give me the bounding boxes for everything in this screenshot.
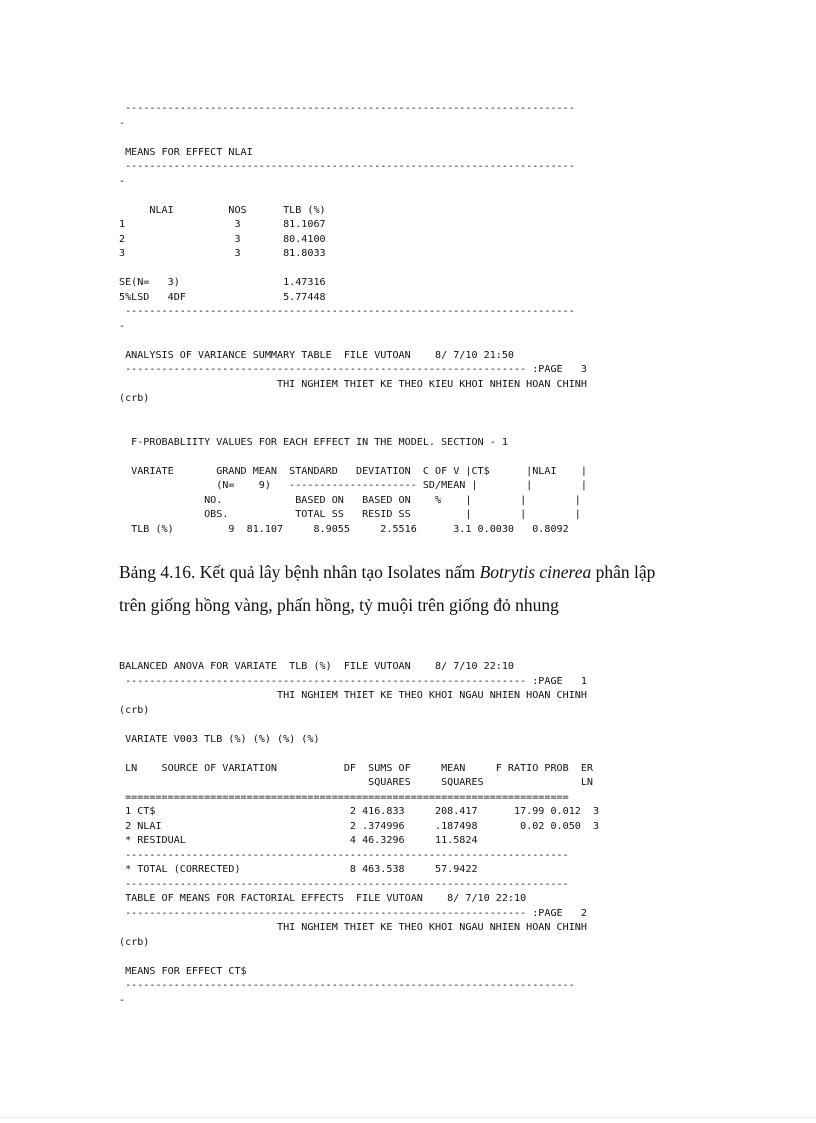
caption-species-name: Botrytis cinerea — [479, 562, 592, 582]
page-bottom-rule — [0, 1117, 816, 1118]
table-caption — [119, 556, 719, 622]
caption-line-1 — [119, 556, 719, 589]
anova-output-block-2: BALANCED ANOVA FOR VARIATE TLB (%) FILE VUTOAN 8/ 7/10 22:10 ------------------------------------------------------------------ :PAGE 1 THI NGHIEM THIET KE THEO KHOI NGAU NHIEN HOAN CHINH (crb) VARIATE V003 TLB (%) (%) (%) (%) LN SOURCE OF VARIATION DF SUMS OF MEAN F RATIO PROB ER SQUARES SQUARES LN ========================================================================= 1 CT$ 2 416.833 208.417 17.99 0.012 3 2 NLAI 2 .374996 .187498 0.02 0.050 3 * RESIDUAL 4 46.3296 11.5824 ------------------------------------------------------------------------- * TOTAL (CORRECTED) 8 463.538 57.9422 ------------------------------------------------------------------------- TABLE OF MEANS FOR FACTORIAL EFFECTS FILE VUTOAN 8/ 7/10 22:10 ------------------------------------------------------------------ :PAGE 2 THI NGHIEM THIET KE THEO KHOI NGAU NHIEN HOAN CHINH (crb) MEANS FOR EFFECT CT$ -------------------------------------------------------------------------- - — [119, 661, 600, 1006]
caption-line-1-start: Bảng 4.16. Kết quả lây bệnh nhân tạo Isolates nấm — [119, 562, 480, 582]
caption-line-1-end: phân lập — [591, 562, 656, 582]
anova-output-block-1: -------------------------------------------------------------------------- - MEANS FOR EFFECT NLAI -------------------------------------------------------------------------- - NLAI NOS TLB (%) 1 3 81.1067 2 3 80.4100 3 3 81.8033 SE(N= 3) 1.47316 5%LSD 4DF 5.77448 -------------------------------------------------------------------------- - ANALYSIS OF VARIANCE SUMMARY TABLE FILE VUTOAN 8/ 7/10 21:50 ------------------------------------------------------------------ :PAGE 3 THI NGHIEM THIET KE THEO KIEU KHOI NHIEN HOAN CHINH (crb) F-PROBABLIITY VALUES FOR EACH EFFECT IN THE MODEL. SECTION - 1 VARIATE GRAND MEAN STANDARD DEVIATION C OF V |CT$ |NLAI | (N= 9) --------------------- SD/MEAN | | | NO. BASED ON BASED ON % | | | OBS. TOTAL SS RESID SS | | | TLB (%) 9 81.107 8.9055 2.5516 3.1 0.0030 0.8092 — [119, 103, 587, 535]
caption-line-2: trên giống hồng vàng, phấn hồng, tỷ muội trên giống đỏ nhung — [119, 595, 559, 615]
